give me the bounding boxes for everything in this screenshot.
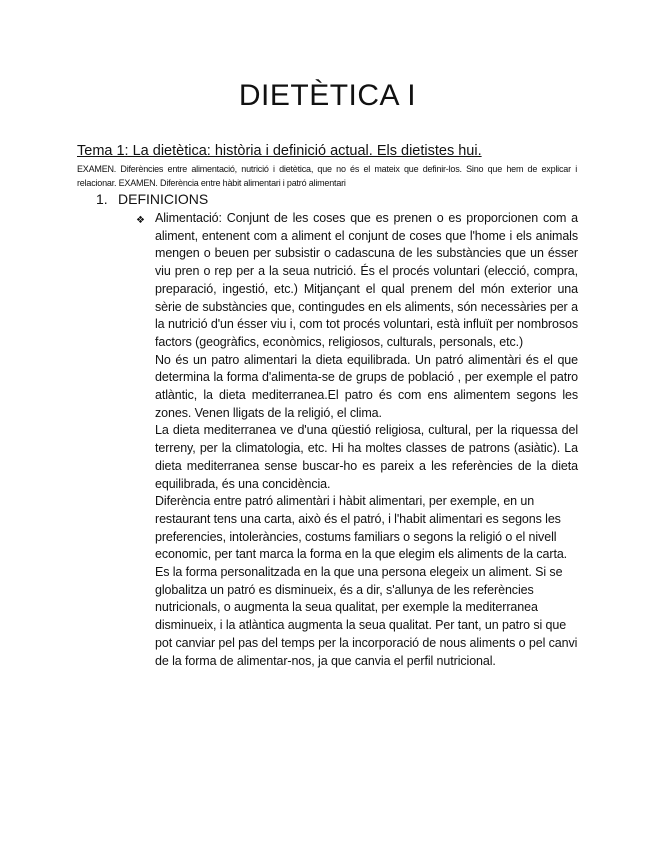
paragraph-dieta-mediterranea: La dieta mediterranea ve d'una qüestió religiosa, cultural, per la riquessa del terreny, per la climatologia, etc. Hi ha moltes classes de patrons (asiàtic). La dieta mediterranea sense buscar-ho es pareix a les referències de la dieta equilibrada, és una concidència. [155,423,578,491]
paragraph-alimentacio: Alimentació: Conjunt de les coses que es prenen o es proporcionen com a aliment, entenent com a aliment el conjunt de coses que l'home i els animals mengen o beuen per subsistir o cadascuna de les substàncies que un ésser viu pren o rep per a la seua nutrició. És el procés voluntari (elecció, compra, preparació, ingestió, etc.) Mitjançant el qual prenem del món exterior una sèrie de substàncies que, contingudes en els aliments, són necessàries per a la nutrició d'un ésser viu i, com tot procés voluntari, està influït per nombrosos factors (geogràfics, econòmics, religiosos, culturals, personals, etc.) [155,211,578,349]
exam-note: EXAMEN. Diferències entre alimentació, nutrició i dietètica, que no és el mateix que definir-los. Sino que hem de explicar i relacionar. EXAMEN. Diferència entre hàbit alimentari i patró alimentari [77,164,577,188]
section-number: 1. [96,191,108,207]
definition-body [155,210,578,670]
paragraph-diferencia-patro-habit: Diferència entre patró alimentàri i hàbit alimentari, per exemple, en un restaurant tens una carta, això és el patró, i l'habit alimentari es segons les preferencies, intoleràncies, costums familiars o segons la religió o el nivell economic, per tant marca la forma en la que elegim els aliments de la carta. Es la forma personalitzada en la que una persona elegeix un aliment. Si se globalitza un patró es disminueix, és a dir, s'allunya de les referències nutricionals, o augmenta la seua qualitat, per exemple la mediterranea disminueix, i la atlàntica augmenta la seua qualitat. Per tant, un patro si que pot canviar pel pas del temps per la incorporació de nous aliments o pel canvi de la forma de alimentar-nos, ja que canvia el perfil nutricional. [155,494,578,668]
document-title: DIETÈTICA I [238,79,417,112]
section-title: DEFINICIONS [118,191,209,207]
paragraph-patro-alimentari: No és un patro alimentari la dieta equilibrada. Un patró alimentàri és el que determina la forma d'alimenta-se de grups de població , per exemple el patro atlàntic, la dieta mediterranea.El patro és com ens alimentem segons les zones. Venen lligats de la religió, el clima. [155,352,578,420]
diamond-bullet-icon: ❖ [136,215,145,226]
topic-heading: Tema 1: La dietètica: història i definició actual. Els dietistes hui. [77,143,482,159]
section-heading [96,190,208,208]
